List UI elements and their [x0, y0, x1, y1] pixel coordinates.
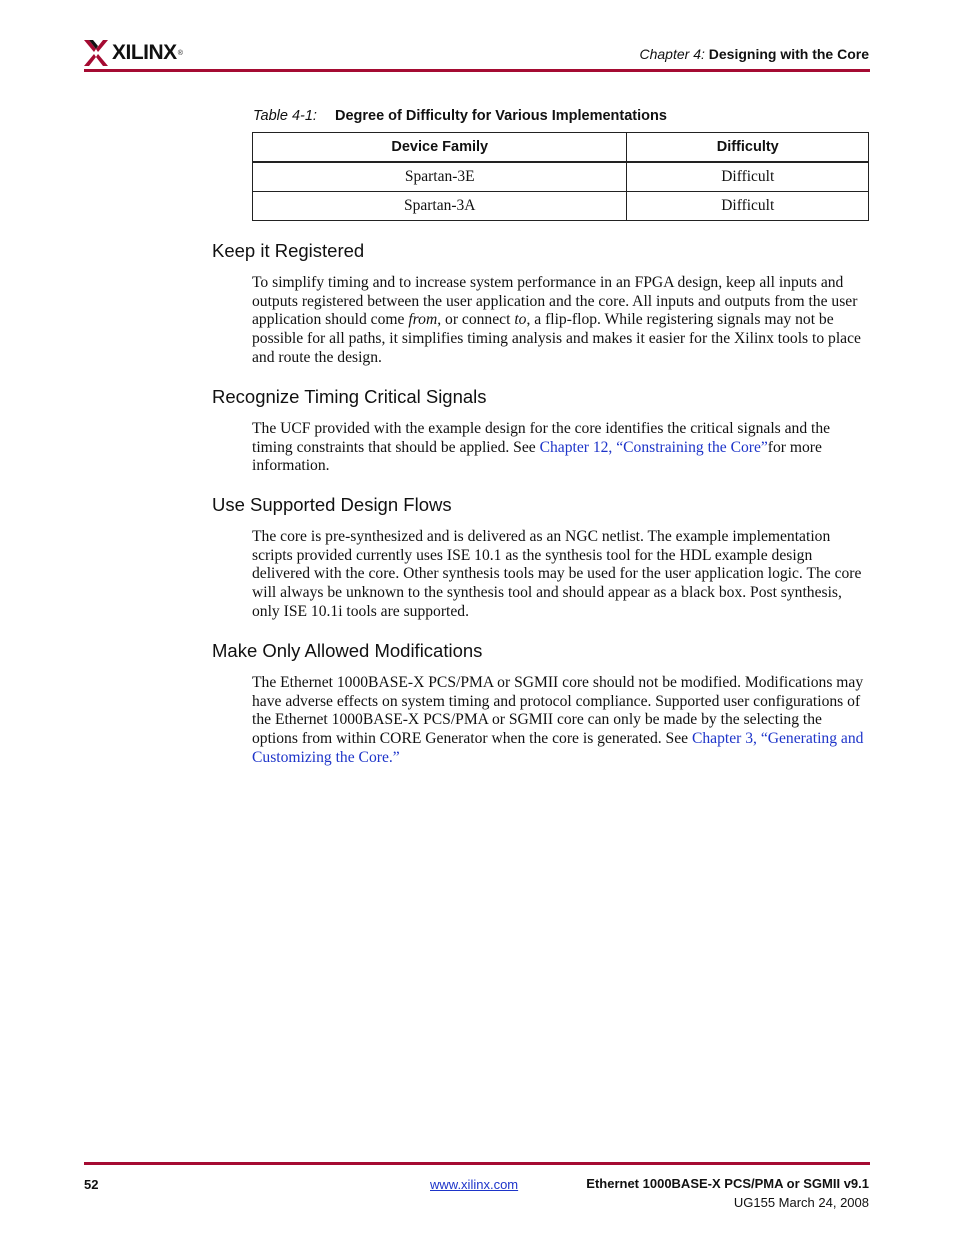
difficulty-table	[252, 132, 869, 221]
xilinx-logo	[84, 40, 183, 66]
table-caption-number: Table 4-1:	[253, 108, 317, 124]
running-header	[640, 46, 870, 62]
chapter-12-link[interactable]: Chapter 12, “Constraining the Core”	[539, 438, 768, 456]
xilinx-url-link[interactable]: www.xilinx.com	[430, 1177, 519, 1192]
footer-rule	[84, 1162, 870, 1165]
section-heading-timing-signals: Recognize Timing Critical Signals	[212, 386, 487, 407]
section-body-timing-signals: The UCF provided with the example design for the core identifies the critical signals and the timing constraints that should be applied. See Chapter 12, “Constraining the Core”for more information.	[252, 420, 831, 475]
table-row	[253, 162, 869, 192]
table-header-row	[253, 133, 869, 163]
section-heading-design-flows: Use Supported Design Flows	[212, 494, 452, 515]
section-heading-allowed-modifications: Make Only Allowed Modifications	[212, 640, 483, 661]
chapter-label: Chapter 4:	[639, 46, 705, 62]
section-body-allowed-modifications: The Ethernet 1000BASE-X PCS/PMA or SGMII core should not be modified. Modifications may have adverse effects on system timing and protocol compliance. Supported user configurations of the Ethernet 1000BASE-X PCS/PMA or SGMII core can only be made by the selecting the options from within CORE Generator when the core is generated. See Chapter 3, “Generating and Customizing the Core.”	[252, 674, 864, 766]
document-id-date: UG155 March 24, 2008	[733, 1195, 869, 1210]
table-row	[253, 192, 869, 221]
table-caption	[253, 108, 667, 124]
xilinx-x-icon	[84, 40, 108, 66]
table-cell: Spartan-3E	[253, 162, 627, 192]
chapter-3-link[interactable]: Chapter 3, “Generating and Customizing the Core.”	[252, 730, 864, 766]
table-cell: Difficult	[627, 192, 869, 221]
table-caption-title: Degree of Difficulty for Various Implementations	[334, 108, 667, 124]
page-number: 52	[84, 1177, 99, 1192]
chapter-title: Designing with the Core	[708, 46, 869, 62]
section-body-keep-registered: To simplify timing and to increase system performance in an FPGA design, keep all inputs and outputs registered between the user application and the core. All inputs and outputs from the user application should come from, or connect to, a flip-flop. While registering signals may not be possible for all paths, it simplifies timing analysis and makes it easier for the Xilinx tools to place and route the design.	[252, 274, 861, 366]
column-header-difficulty: Difficulty	[627, 133, 869, 163]
section-body-design-flows: The core is pre-synthesized and is delivered as an NGC netlist. The example implementation scripts provided currently uses ISE 10.1 as the synthesis tool for the HDL example design delivered with the core. Other synthesis tools may be used for the user application logic. The core will always be unknown to the synthesis tool and should appear as a black box. Post synthesis, only ISE 10.1i tools are supported.	[252, 528, 862, 620]
table-cell: Difficult	[627, 162, 869, 192]
document-title: Ethernet 1000BASE-X PCS/PMA or SGMII v9.1	[586, 1176, 869, 1191]
header-rule	[84, 69, 870, 72]
table-cell: Spartan-3A	[253, 192, 627, 221]
logo-text: XILINX	[112, 41, 177, 64]
logo-registered-mark: ®	[177, 49, 183, 57]
column-header-device-family: Device Family	[253, 133, 627, 163]
section-heading-keep-registered: Keep it Registered	[212, 240, 365, 261]
